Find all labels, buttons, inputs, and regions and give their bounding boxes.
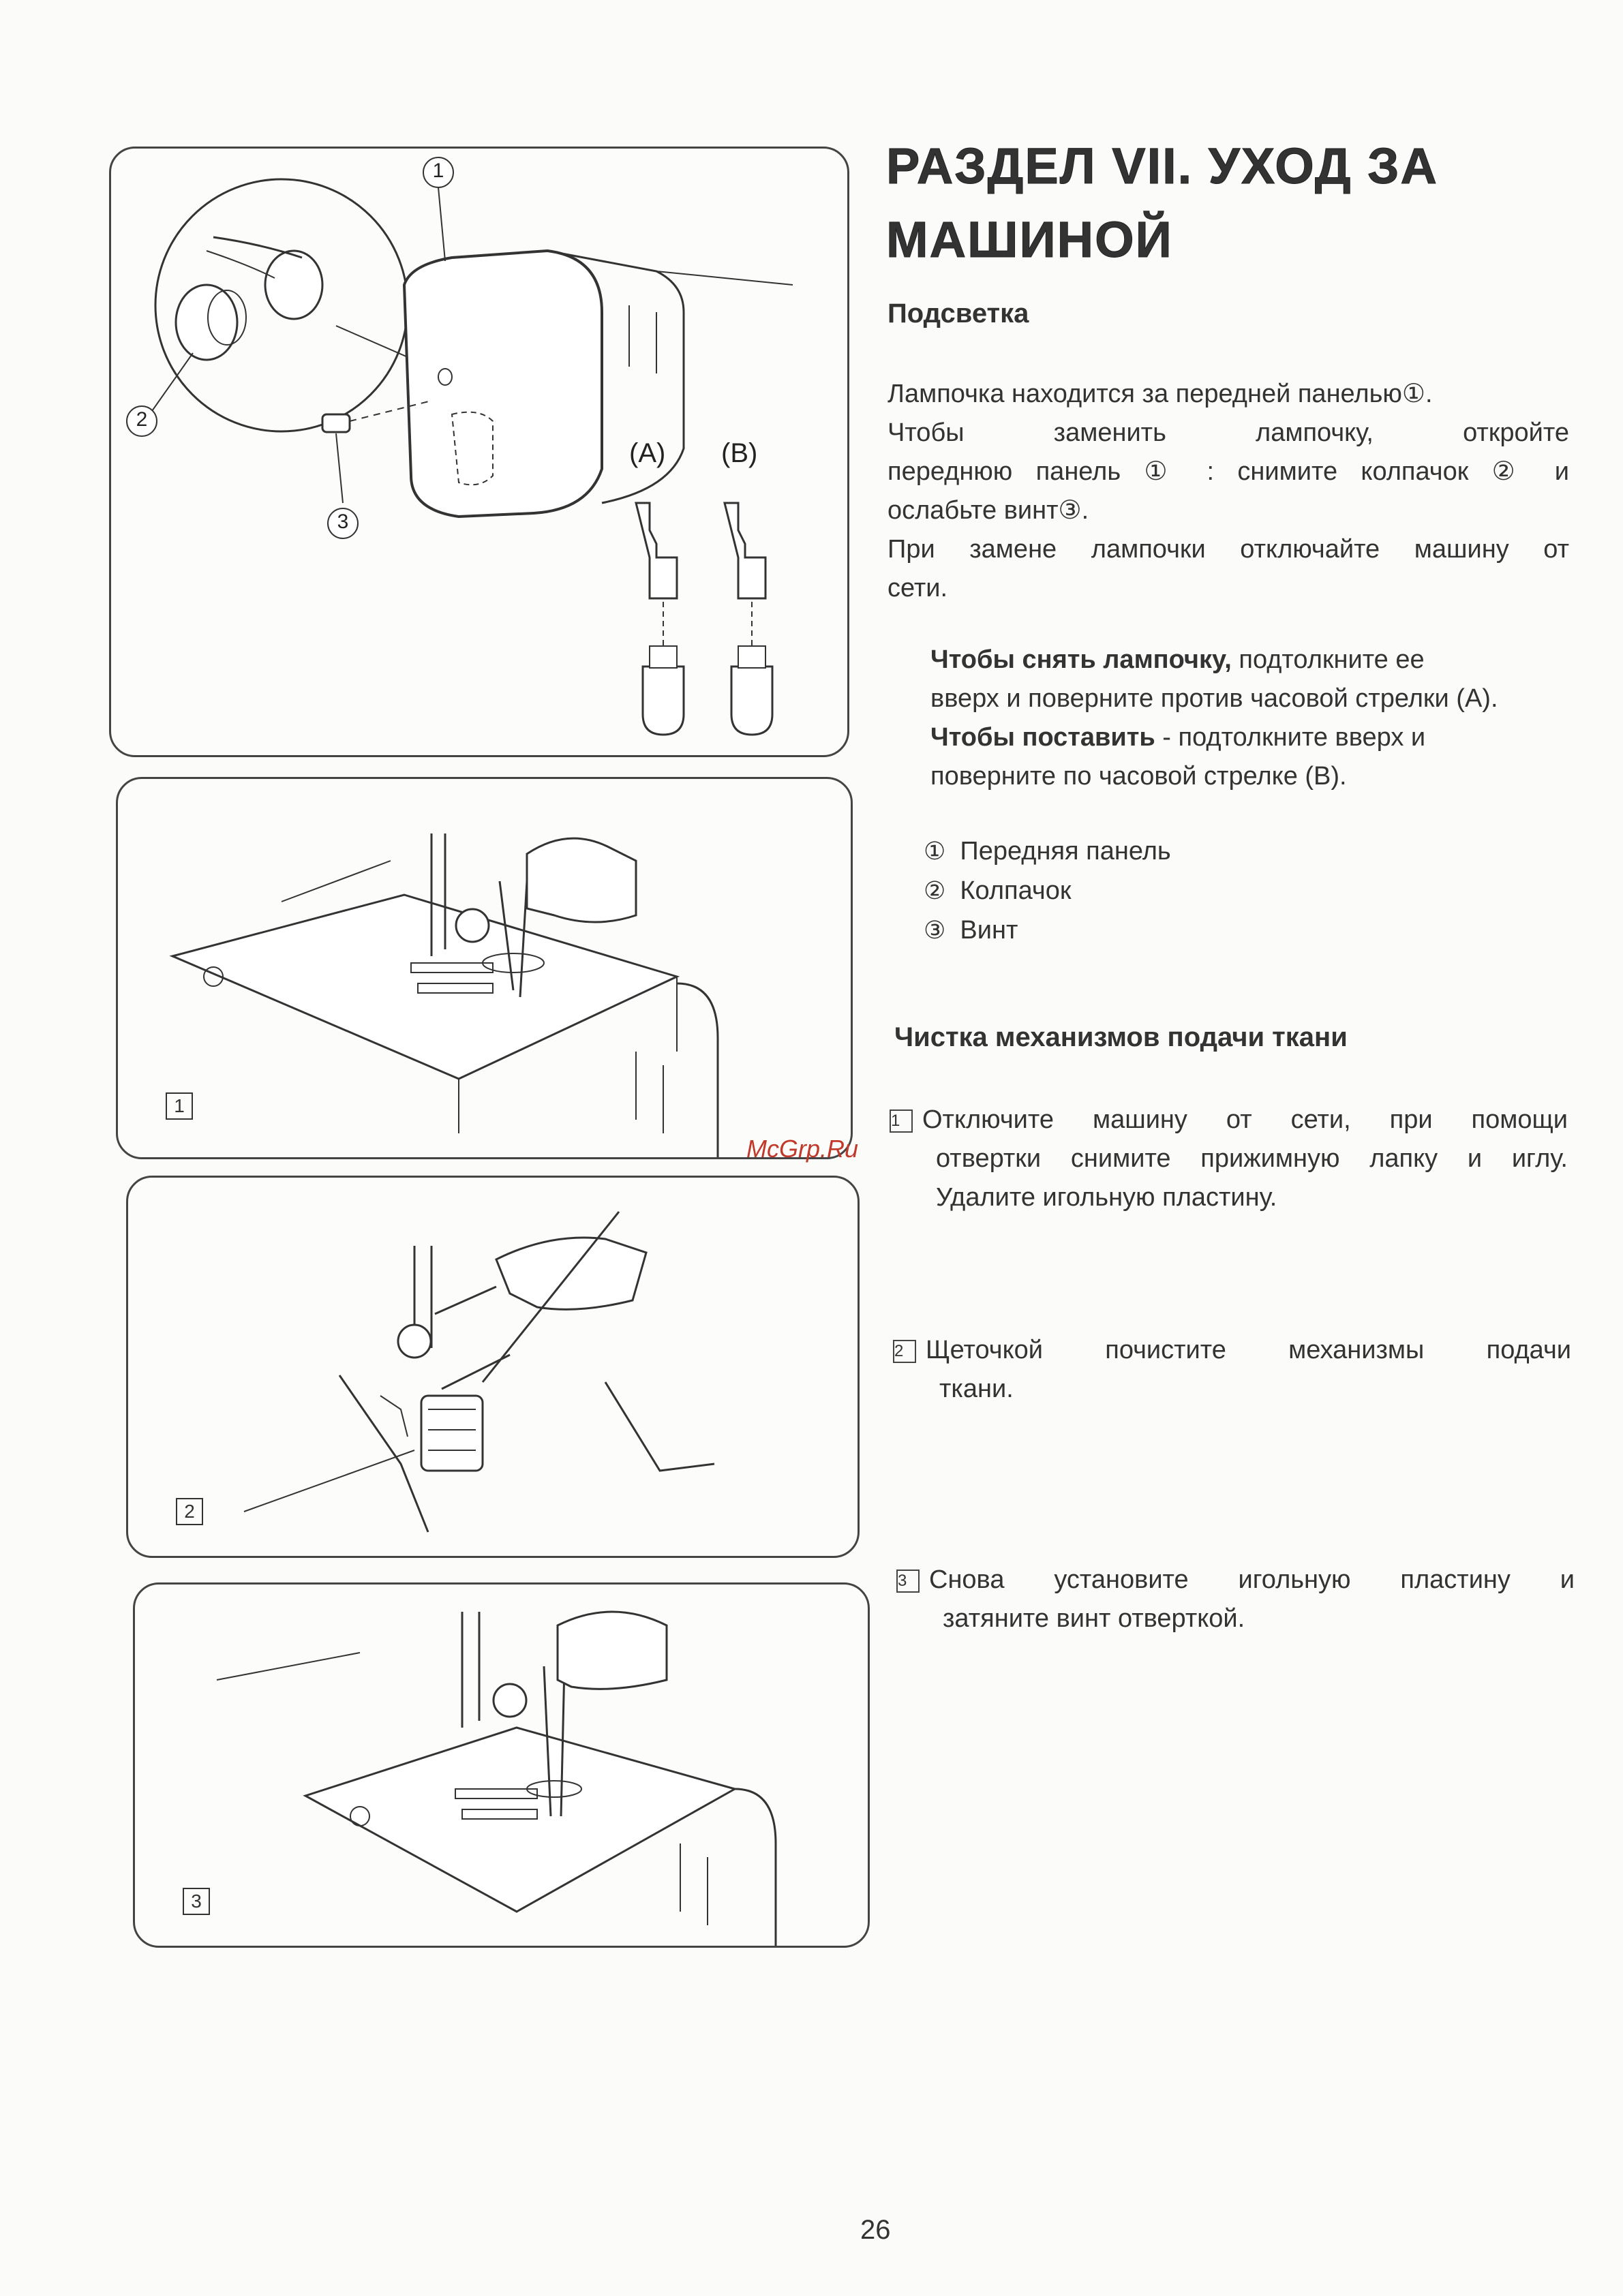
step-2-text: Щеточкой почистите механизмы подачи	[926, 1336, 1571, 1364]
legend-num: ②	[924, 876, 946, 904]
parts-legend	[924, 831, 1469, 950]
step-1-line2: отвертки снимите прижимную лапку и иглу.	[936, 1144, 1568, 1173]
legend-item	[924, 831, 1469, 871]
cleaning-step-3	[896, 1561, 1575, 1638]
step-label-3: 3	[183, 1888, 210, 1915]
install-bulb-rest: - подтолкните вверх и	[1155, 723, 1426, 752]
step-1-text: Отключите машину от сети, при помощи	[922, 1105, 1568, 1134]
remove-bulb-bold: Чтобы снять лампочку,	[930, 645, 1232, 674]
step-3-line2: затяните винт отверткой.	[943, 1604, 1245, 1633]
section-title	[886, 129, 1595, 277]
legend-item	[924, 910, 1469, 950]
label-a: (A)	[629, 438, 666, 468]
install-needle-plate-illustration	[135, 1585, 868, 1946]
install-bulb-line2: поверните по часовой стрелке (В).	[930, 762, 1347, 791]
lighting-p2-line2: переднюю панель ① : снимите колпачок ② и	[888, 457, 1569, 486]
brush-feed-dogs-illustration	[128, 1178, 858, 1556]
step-3-line1	[896, 1561, 1575, 1599]
install-bulb-line1	[930, 718, 1564, 757]
cleaning-step-2	[893, 1331, 1571, 1409]
lighting-p2-line3: ослабьте винт③.	[888, 496, 1089, 525]
legend-num: ③	[924, 916, 946, 944]
figure-light-bulb	[109, 147, 849, 757]
section-title-line1: РАЗДЕЛ VII. УХОД ЗА	[886, 138, 1438, 194]
step-1-number: 1	[890, 1109, 913, 1133]
watermark: McGrp.Ru	[746, 1135, 859, 1163]
step-3-number: 3	[896, 1570, 920, 1593]
page-number: 26	[860, 2215, 891, 2245]
figure-step-2	[126, 1176, 860, 1558]
bulb-instructions	[930, 641, 1564, 796]
callout-2: 2	[136, 408, 148, 431]
figure-step-1	[116, 777, 853, 1159]
lighting-p3-line1: При замене лампочки отключайте машину от	[888, 535, 1569, 564]
cleaning-heading: Чистка механизмов подачи ткани	[894, 1022, 1348, 1052]
figure-step-3	[133, 1582, 870, 1948]
cleaning-step-1	[890, 1101, 1568, 1217]
step-1-line3: Удалите игольную пластину.	[936, 1183, 1277, 1212]
step-3-text: Снова установите игольную пластину и	[929, 1565, 1575, 1594]
lighting-paragraph-2	[888, 414, 1569, 608]
step-2-number: 2	[893, 1340, 916, 1363]
step-2-line1	[893, 1331, 1571, 1370]
step-2-line2: ткани.	[939, 1375, 1014, 1403]
remove-needle-plate-illustration	[118, 779, 851, 1157]
callout-3: 3	[337, 510, 349, 533]
step-label-2: 2	[176, 1498, 203, 1525]
step-label-1: 1	[166, 1092, 193, 1120]
legend-item	[924, 871, 1469, 910]
callout-1: 1	[432, 159, 444, 182]
legend-label: Передняя панель	[960, 837, 1171, 866]
lighting-heading: Подсветка	[888, 299, 1029, 328]
lighting-p3-line2: сети.	[888, 574, 948, 602]
remove-bulb-rest: подтолкните ее	[1231, 645, 1425, 674]
lighting-paragraph-1: Лампочка находится за передней панелью①.	[888, 380, 1433, 408]
legend-num: ①	[924, 837, 946, 865]
install-bulb-bold: Чтобы поставить	[930, 723, 1155, 752]
legend-label: Колпачок	[960, 876, 1072, 905]
remove-bulb-line1	[930, 641, 1564, 679]
legend-label: Винт	[960, 916, 1018, 945]
lighting-p2-line1: Чтобы заменить лампочку, откройте	[888, 418, 1569, 447]
step-1-line1	[890, 1101, 1568, 1139]
label-b: (B)	[721, 438, 758, 468]
section-title-line2: МАШИНОЙ	[886, 211, 1173, 268]
remove-bulb-line2: вверх и поверните против часовой стрелки (А).	[930, 684, 1498, 713]
